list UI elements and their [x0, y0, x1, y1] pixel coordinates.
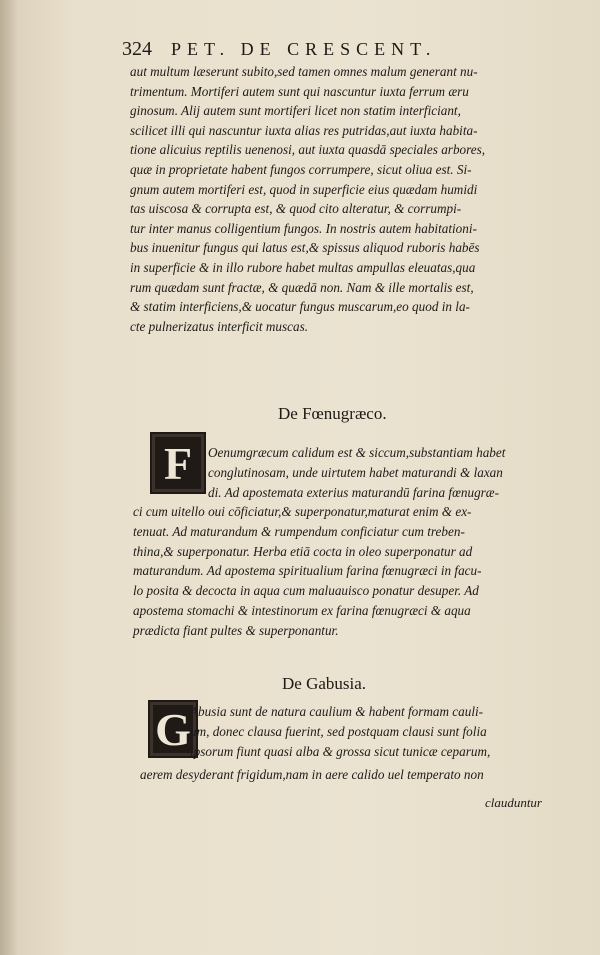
text-line: tenuat. Ad maturandum & rumpendum conficiatur cum treben-: [133, 523, 465, 539]
section-heading-gabusia: De Gabusia.: [282, 674, 367, 693]
text-line: di. Ad apostemata exterius maturandū farina fœnugræ-: [208, 484, 499, 500]
text-line: ci cum uitello oui cōficiatur,& superponatur,maturat enim & ex-: [133, 504, 472, 519]
text-line: thina,& superponatur. Herba etiā cocta in oleo superponatur ad: [133, 543, 473, 559]
text-line: apostema stomachi & intestinorum ex farina fœnugræci & aqua: [133, 602, 471, 618]
text-line: prædicta fiant pultes & superponantur.: [133, 622, 339, 638]
section1-text: [133, 502, 573, 641]
text-line: tione alicuius reptilis uenenosi, aut iuxta quasdā speciales arbores,: [130, 142, 486, 158]
binding-shadow: [0, 0, 18, 955]
text-line: & statim interficiens,& uocatur fungus muscarum,eo quod in la-: [130, 299, 470, 315]
section2-indented-text: [190, 702, 570, 761]
decorated-initial-f: F: [150, 432, 206, 494]
text-line: lo posita & decocta in aqua cum maluauisco ponatur desuper. Ad: [133, 583, 479, 599]
text-line: bus inuenitur fungus qui latus est,& spissus aliquod ruboris habēs: [130, 240, 480, 256]
decorated-initial-g: G: [148, 700, 198, 758]
text-line: tur inter manus colligentium fungos. In nostris autem habitationi-: [130, 220, 477, 236]
running-title: PET. DE CRESCENT.: [171, 39, 437, 59]
section2-text: [140, 765, 570, 785]
intro-text: [130, 62, 570, 336]
page-header: [122, 38, 542, 61]
text-line: gnum autem mortiferi est, quod in superficie eius quædam humidi: [130, 181, 478, 197]
text-line: ginosum. Alij autem sunt mortiferi licet non statim interficiant,: [130, 103, 461, 119]
section-heading-foenugraeco: De Fœnugræco.: [278, 404, 387, 423]
text-line: Oenumgræcum calidum est & siccum,substantiam habet: [208, 445, 506, 460]
text-line: rum quædam sunt fractæ, & quædā non. Nam & ille mortalis est,: [130, 279, 474, 295]
text-line: in superficie & in illo rubore habet multas ampullas eleuatas,qua: [130, 259, 476, 275]
text-line: ipsorum fiunt quasi alba & grossa sicut tunicæ ceparum,: [190, 743, 491, 759]
section1-indented-text: [208, 443, 568, 502]
text-line: aut multum læserunt subito,sed tamen omnes malum generant nu-: [130, 64, 478, 79]
text-line: trimentum. Mortiferi autem sunt qui nascuntur iuxta ferrum æru: [130, 83, 469, 99]
text-line: scilicet illi qui nascuntur iuxta alias res putridas,aut iuxta habita-: [130, 122, 478, 138]
text-line: maturandum. Ad apostema spiritualium farina fœnugræci in facu-: [133, 563, 482, 579]
folio-number: 324: [122, 38, 152, 60]
text-line: quæ in proprietate habent fungos corrumpere, sicut oliua est. Si-: [130, 161, 472, 177]
catchword: clauduntur: [484, 795, 542, 810]
text-line: Abusia sunt de natura caulium & habent formam cauli-: [190, 704, 484, 719]
text-line: cte pulnerizatus interficit muscas.: [130, 318, 309, 334]
text-line: conglutinosam, unde uirtutem habet maturandi & laxan: [208, 464, 503, 480]
text-line: tas uiscosa & corrupta est, & quod cito alteratur, & corrumpi-: [130, 201, 462, 217]
text-line: um, donec clausa fuerint, sed postquam clausi sunt folia: [190, 723, 487, 739]
text-line: aerem desyderant frigidum,nam in aere calido uel temperato non: [140, 767, 484, 782]
